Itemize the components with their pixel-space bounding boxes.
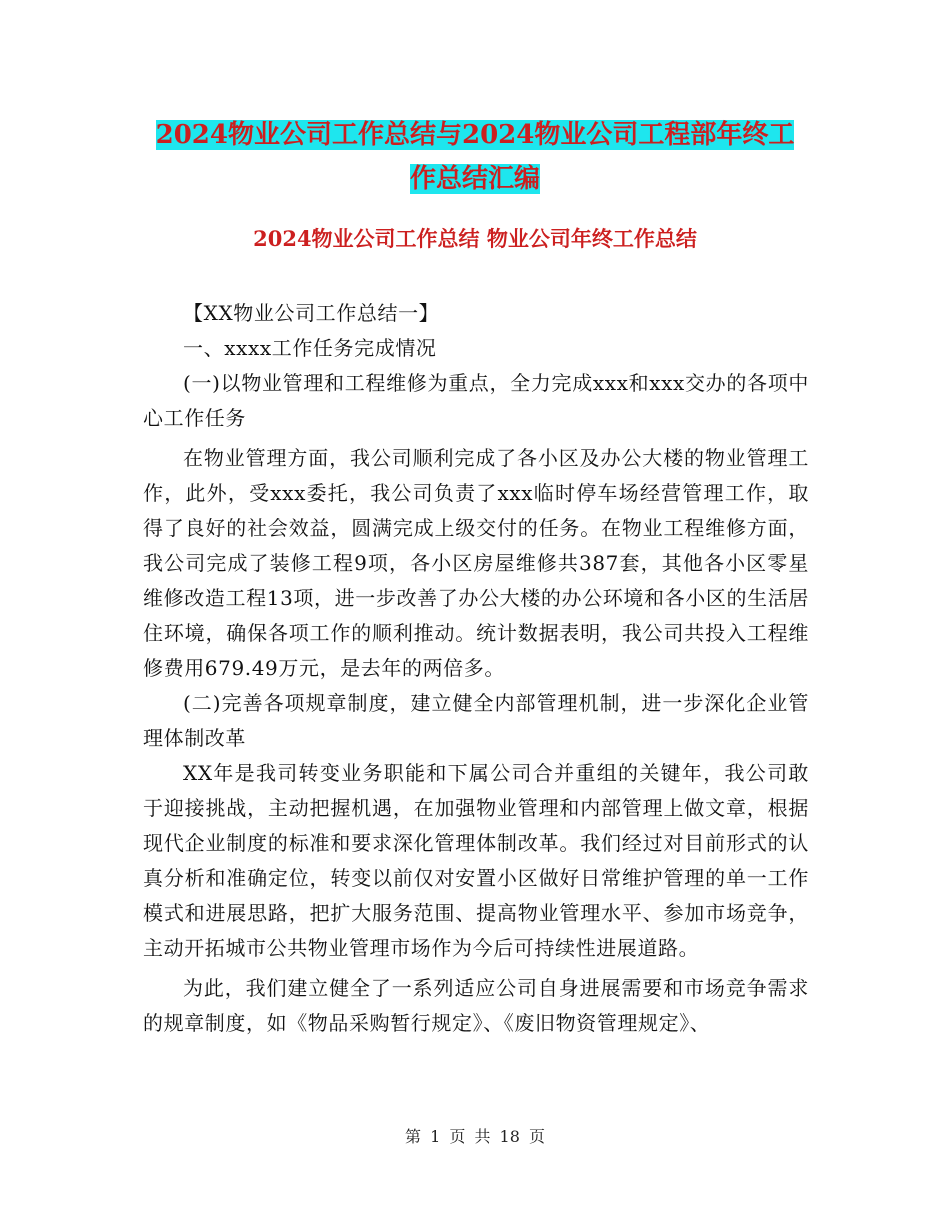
document-body <box>143 296 809 1041</box>
title-line-2: 作总结汇编 <box>409 164 540 194</box>
paragraph: 在物业管理方面，我公司顺利完成了各小区及办公大楼的物业管理工作，此外，受xxx委托，我公司负责了xxx临时停车场经营管理工作，取得了良好的社会效益，圆满完成上级交付的任务。在物业工程维修方面，我公司完成了装修工程9项，各小区房屋维修共387套，其他各小区零星维修改造工程13项，进一步改善了办公大楼的办公环境和各小区的生活居住环境，确保各项工作的顺利推动。统计数据表明，我公司共投入工程维修费用679.49万元，是去年的两倍多。 <box>143 446 809 680</box>
paragraph-heading: 【XX物业公司工作总结一】 <box>183 301 440 325</box>
title-line-1: 2024物业公司工作总结与2024物业公司工程部年终工 <box>155 120 795 150</box>
section-title: 2024物业公司工作总结 物业公司年终工作总结 <box>253 226 697 251</box>
paragraph-section: 一、xxxx工作任务完成情况 <box>183 336 437 360</box>
paragraph: 为此，我们建立健全了一系列适应公司自身进展需要和市场竞争需求的规章制度，如《物品采购暂行规定》、《废旧物资管理规定》、 <box>143 976 809 1035</box>
paragraph: XX年是我司转变业务职能和下属公司合并重组的关键年，我公司敢于迎接挑战，主动把握机遇，在加强物业管理和内部管理上做文章，根据现代企业制度的标准和要求深化管理体制改革。我们经过对目前形式的认真分析和准确定位，转变以前仅对安置小区做好日常维护管理的单一工作模式和进展思路，把扩大服务范围、提高物业管理水平、参加市场竞争，主动开拓城市公共物业管理市场作为今后可持续性进展道路。 <box>143 761 809 960</box>
paragraph-subsection: (一)以物业管理和工程维修为重点，全力完成xxx和xxx交办的各项中心工作任务 <box>143 371 809 430</box>
page-footer: 第 1 页 共 18 页 <box>405 1127 545 1146</box>
paragraph-subsection: (二)完善各项规章制度，建立健全内部管理机制，进一步深化企业管理体制改革 <box>143 691 809 750</box>
document-title <box>140 113 810 201</box>
